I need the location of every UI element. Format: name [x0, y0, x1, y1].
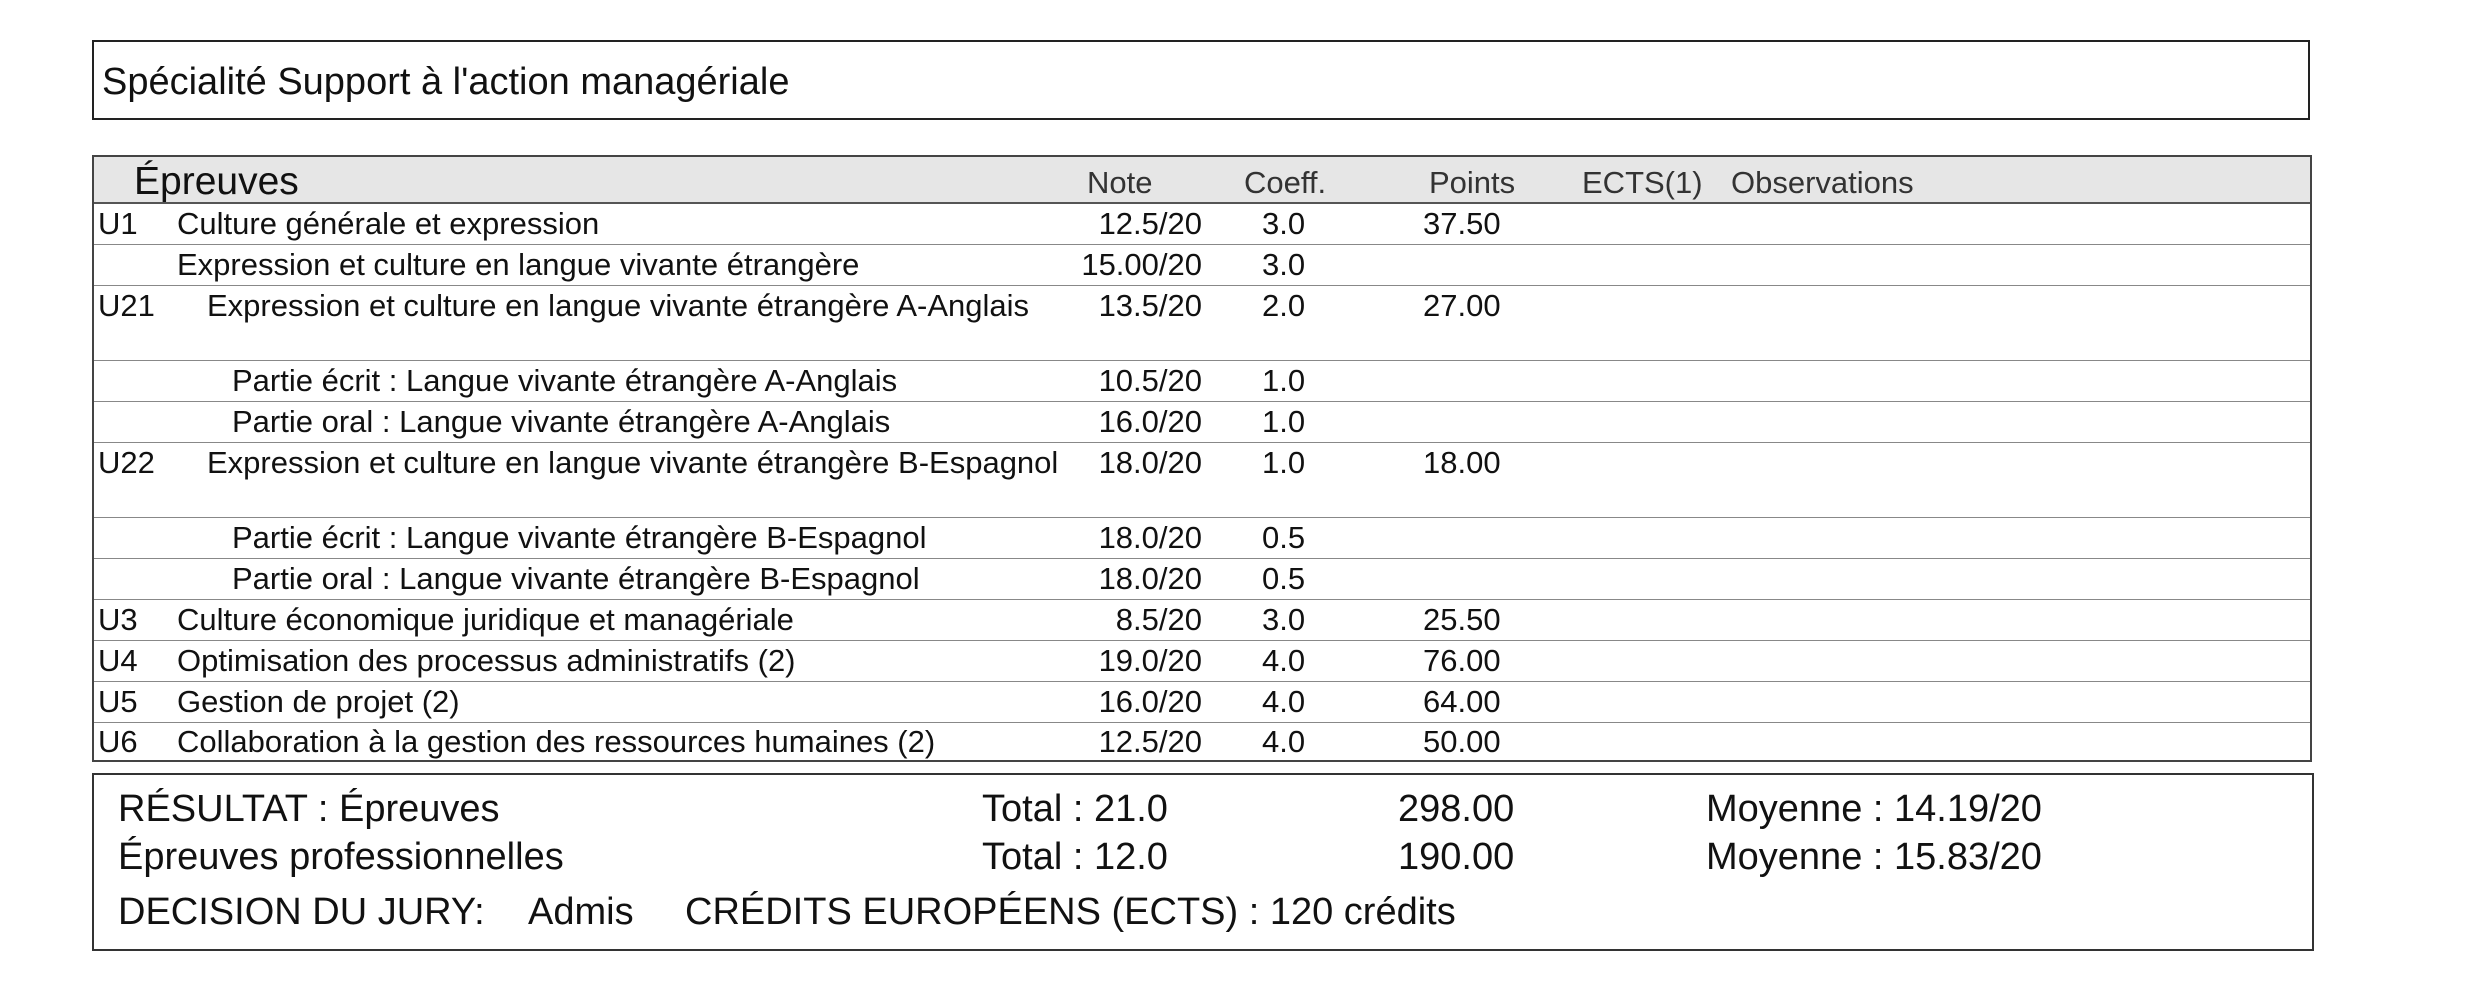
header-points: Points	[1429, 165, 1516, 200]
row-note: 19.0/20	[1098, 643, 1202, 678]
header-ects: ECTS(1)	[1582, 165, 1703, 200]
row-note: 12.5/20	[1098, 206, 1202, 241]
grades-table	[92, 155, 2312, 762]
row-coeff: 4.0	[1262, 724, 1306, 759]
result-epreuves-points: 298.00	[1398, 788, 1515, 830]
header-observations: Observations	[1731, 165, 1914, 200]
result-epreuves-total: Total : 21.0	[982, 788, 1168, 830]
row-label: Partie écrit : Langue vivante étrangère A-Anglais	[232, 363, 898, 398]
result-box	[92, 773, 2314, 951]
result-pro-points: 190.00	[1398, 836, 1515, 878]
row-code: U22	[98, 445, 155, 480]
specialty-title: Spécialité Support à l'action managériale	[102, 61, 790, 103]
row-points: 50.00	[1423, 724, 1501, 759]
row-note: 15.00/20	[1081, 247, 1202, 282]
row-note: 18.0/20	[1098, 561, 1202, 596]
row-code: U1	[98, 206, 138, 241]
row-code: U5	[98, 684, 138, 719]
result-epreuves-label: RÉSULTAT : Épreuves	[118, 788, 500, 830]
row-label: Expression et culture en langue vivante étrangère	[177, 247, 860, 282]
row-coeff: 4.0	[1262, 684, 1306, 719]
jury-decision-value: Admis	[528, 891, 634, 933]
row-note: 18.0/20	[1098, 445, 1202, 480]
row-coeff: 3.0	[1262, 247, 1306, 282]
table-row	[94, 286, 2310, 361]
row-label: Gestion de projet (2)	[177, 684, 460, 719]
row-points: 27.00	[1423, 288, 1501, 323]
table-row	[94, 559, 2310, 600]
row-coeff: 3.0	[1262, 206, 1306, 241]
row-note: 12.5/20	[1098, 724, 1202, 759]
header-epreuves: Épreuves	[134, 160, 299, 203]
row-code: U3	[98, 602, 138, 637]
table-row	[94, 443, 2310, 518]
header-coeff: Coeff.	[1244, 165, 1327, 200]
row-points: 76.00	[1423, 643, 1501, 678]
row-note: 10.5/20	[1098, 363, 1202, 398]
table-row	[94, 723, 2310, 762]
row-points: 37.50	[1423, 206, 1501, 241]
table-header	[94, 157, 2310, 204]
table-row	[94, 204, 2310, 245]
row-note: 8.5/20	[1115, 602, 1202, 637]
result-pro-moyenne: Moyenne : 15.83/20	[1706, 836, 2042, 878]
row-points: 18.00	[1423, 445, 1501, 480]
row-points: 25.50	[1423, 602, 1501, 637]
row-code: U21	[98, 288, 155, 323]
row-coeff: 0.5	[1262, 520, 1306, 555]
row-label: Partie oral : Langue vivante étrangère B-Espagnol	[232, 561, 920, 596]
row-coeff: 3.0	[1262, 602, 1306, 637]
row-label: Expression et culture en langue vivante étrangère A-Anglais	[207, 288, 1029, 323]
table-row	[94, 641, 2310, 682]
row-coeff: 1.0	[1262, 363, 1306, 398]
table-row	[94, 361, 2310, 402]
row-note: 13.5/20	[1098, 288, 1202, 323]
result-pro-label: Épreuves professionnelles	[118, 836, 564, 878]
table-row	[94, 245, 2310, 286]
header-note: Note	[1087, 165, 1153, 200]
row-coeff: 4.0	[1262, 643, 1306, 678]
result-pro-total: Total : 12.0	[982, 836, 1168, 878]
row-points: 64.00	[1423, 684, 1501, 719]
row-label: Partie oral : Langue vivante étrangère A-Anglais	[232, 404, 891, 439]
row-label: Culture économique juridique et managériale	[177, 602, 794, 637]
row-note: 16.0/20	[1098, 404, 1202, 439]
row-coeff: 1.0	[1262, 445, 1306, 480]
row-coeff: 0.5	[1262, 561, 1306, 596]
table-row	[94, 682, 2310, 723]
row-note: 16.0/20	[1098, 684, 1202, 719]
row-code: U4	[98, 643, 138, 678]
specialty-box	[92, 40, 2310, 120]
row-label: Partie écrit : Langue vivante étrangère B-Espagnol	[232, 520, 927, 555]
jury-decision-label: DECISION DU JURY:	[118, 891, 485, 933]
table-row	[94, 402, 2310, 443]
row-label: Optimisation des processus administratifs (2)	[177, 643, 796, 678]
row-code: U6	[98, 724, 138, 759]
ects-credits: CRÉDITS EUROPÉENS (ECTS) : 120 crédits	[685, 891, 1456, 933]
row-label: Culture générale et expression	[177, 206, 600, 241]
table-row	[94, 518, 2310, 559]
row-label: Expression et culture en langue vivante étrangère B-Espagnol	[207, 445, 1059, 480]
row-note: 18.0/20	[1098, 520, 1202, 555]
row-label: Collaboration à la gestion des ressources humaines (2)	[177, 724, 936, 759]
table-row	[94, 600, 2310, 641]
row-coeff: 1.0	[1262, 404, 1306, 439]
row-coeff: 2.0	[1262, 288, 1306, 323]
result-epreuves-moyenne: Moyenne : 14.19/20	[1706, 788, 2042, 830]
